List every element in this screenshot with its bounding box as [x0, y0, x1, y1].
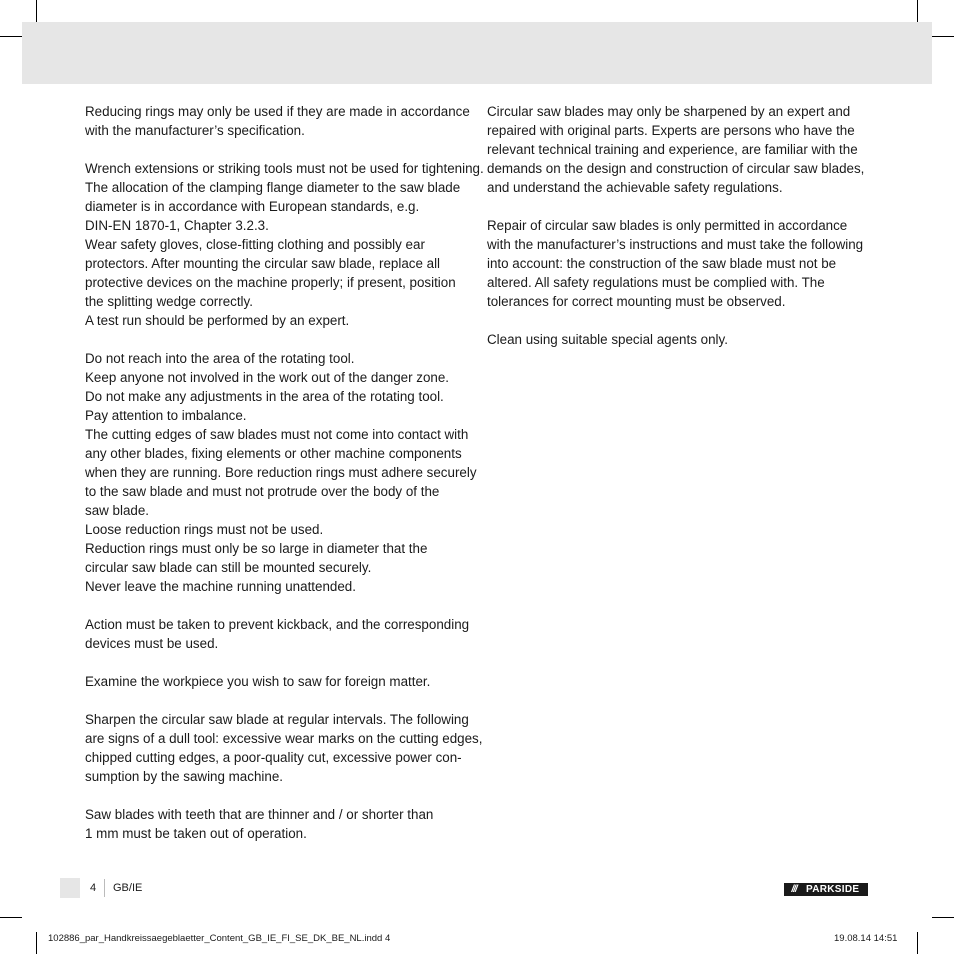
- paragraph-gap: [85, 140, 475, 159]
- paragraph-gap: [85, 786, 475, 805]
- text-line: Circular saw blades may only be sharpened by an expert and: [487, 104, 851, 119]
- text-line: protectors. After mounting the circular saw blade, replace all: [85, 256, 441, 271]
- crop-mark: [917, 0, 918, 22]
- logo-stripes: ///: [791, 884, 797, 895]
- header-band: [22, 22, 932, 84]
- page-number-box: [60, 878, 80, 898]
- text-line: into account: the construction of the saw blade must not be: [487, 256, 837, 271]
- text-line: repaired with original parts. Experts are persons who have the: [487, 123, 855, 138]
- logo-text: PARKSIDE: [806, 884, 860, 895]
- text-line: protective devices on the machine properly; if present, position: [85, 275, 456, 290]
- paragraph-gap: [487, 311, 877, 330]
- text-line: Keep anyone not involved in the work out of the danger zone.: [85, 370, 450, 385]
- text-line: The allocation of the clamping flange diameter to the saw blade: [85, 180, 461, 195]
- text-line: Reducing rings may only be used if they are made in accordance: [85, 104, 470, 119]
- text-line: and understand the achievable safety regulations.: [487, 180, 783, 195]
- text-line: chipped cutting edges, a poor-quality cut, excessive power con-: [85, 750, 462, 765]
- paragraph-gap: [85, 330, 475, 349]
- text-line: 1 mm must be taken out of operation.: [85, 826, 307, 841]
- text-line: A test run should be performed by an expert.: [85, 313, 350, 328]
- footer-divider: [104, 879, 105, 897]
- crop-mark: [36, 0, 37, 22]
- text-line: Clean using suitable special agents only.: [487, 332, 728, 347]
- text-line: Reduction rings must only be so large in diameter that the: [85, 541, 428, 556]
- right-text-column: [487, 102, 877, 349]
- text-line: Wear safety gloves, close-fitting clothing and possibly ear: [85, 237, 425, 252]
- text-line: Never leave the machine running unattended.: [85, 579, 356, 594]
- text-line: with the manufacturer’s specification.: [85, 123, 305, 138]
- text-line: Do not make any adjustments in the area of the rotating tool.: [85, 389, 444, 404]
- text-line: diameter is in accordance with European standards, e.g.: [85, 199, 420, 214]
- crop-mark: [932, 917, 954, 918]
- text-line: devices must be used.: [85, 636, 219, 651]
- paragraph-gap: [85, 653, 475, 672]
- paragraph-gap: [487, 197, 877, 216]
- crop-mark: [932, 36, 954, 37]
- text-line: Action must be taken to prevent kickback, and the corresponding: [85, 617, 470, 632]
- crop-mark: [0, 917, 22, 918]
- crop-mark: [917, 932, 918, 954]
- crop-mark: [36, 932, 37, 954]
- parkside-logo: [784, 883, 868, 896]
- text-line: altered. All safety regulations must be complied with. The: [487, 275, 825, 290]
- text-line: Saw blades with teeth that are thinner and / or shorter than: [85, 807, 434, 822]
- text-line: are signs of a dull tool: excessive wear marks on the cutting edges,: [85, 731, 483, 746]
- text-line: Loose reduction rings must not be used.: [85, 522, 324, 537]
- text-line: Examine the workpiece you wish to saw for foreign matter.: [85, 674, 431, 689]
- paragraph-gap: [85, 596, 475, 615]
- page-number: 4: [90, 882, 97, 894]
- text-line: sumption by the sawing machine.: [85, 769, 283, 784]
- text-line: Wrench extensions or striking tools must not be used for tightening.: [85, 161, 484, 176]
- text-line: circular saw blade can still be mounted securely.: [85, 560, 372, 575]
- crop-mark: [0, 36, 22, 37]
- locale-label: GB/IE: [113, 882, 143, 894]
- left-text-column: [85, 102, 484, 843]
- text-line: the splitting wedge correctly.: [85, 294, 253, 309]
- text-line: when they are running. Bore reduction rings must adhere securely: [85, 465, 477, 480]
- text-line: Repair of circular saw blades is only permitted in accordance: [487, 218, 848, 233]
- paragraph-gap: [85, 691, 475, 710]
- text-line: any other blades, fixing elements or other machine components: [85, 446, 462, 461]
- text-line: The cutting edges of saw blades must not come into contact with: [85, 427, 469, 442]
- text-line: to the saw blade and must not protrude over the body of the: [85, 484, 440, 499]
- text-line: demands on the design and construction of circular saw blades,: [487, 161, 865, 176]
- slug-filename: 102886_par_Handkreissaegeblaetter_Content_GB_IE_FI_SE_DK_BE_NL.indd 4: [48, 933, 391, 944]
- text-line: Sharpen the circular saw blade at regular intervals. The following: [85, 712, 469, 727]
- text-line: Pay attention to imbalance.: [85, 408, 247, 423]
- slug-datetime: 19.08.14 14:51: [834, 933, 898, 944]
- text-line: with the manufacturer’s instructions and must take the following: [487, 237, 864, 252]
- text-line: tolerances for correct mounting must be observed.: [487, 294, 786, 309]
- text-line: saw blade.: [85, 503, 150, 518]
- text-line: DIN-EN 1870-1, Chapter 3.2.3.: [85, 218, 269, 233]
- text-line: Do not reach into the area of the rotating tool.: [85, 351, 355, 366]
- text-line: relevant technical training and experience, are familiar with the: [487, 142, 858, 157]
